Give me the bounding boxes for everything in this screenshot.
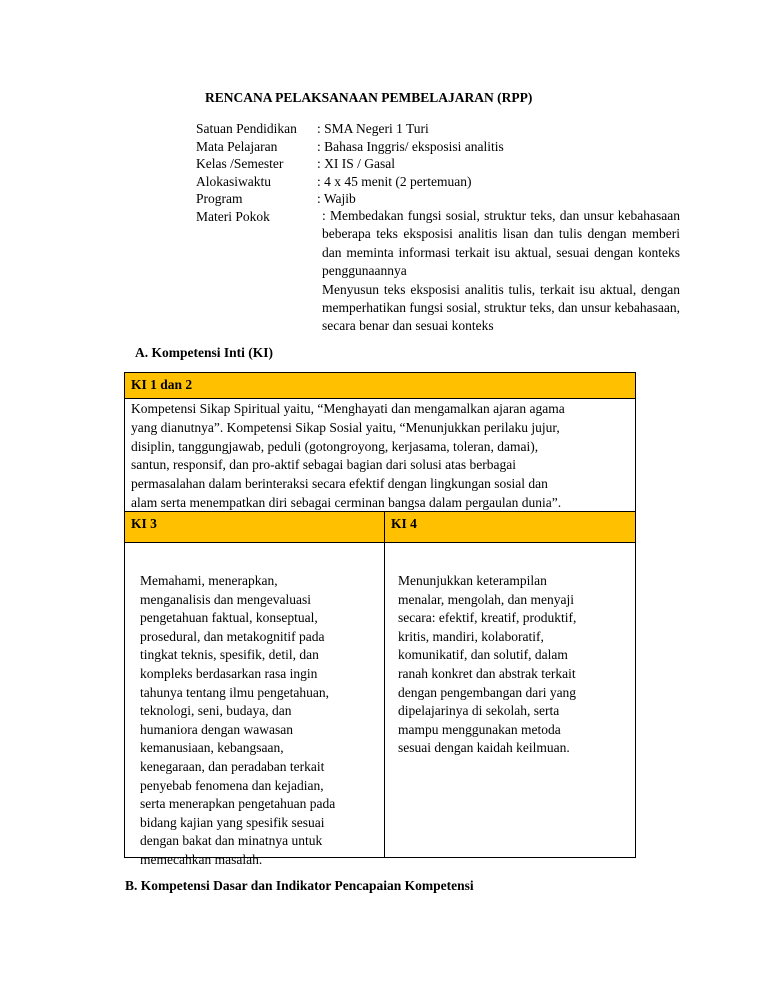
ki3-line: Memahami, menerapkan, [140,573,278,588]
ki3-line: pengetahuan faktual, konseptual, [140,610,318,626]
info-row-alokasi [196,173,504,191]
section-b-heading: B. Kompetensi Dasar dan Indikator Pencapaian Kompetensi [125,878,474,893]
ki34-divider [384,542,385,858]
info-label: Alokasiwaktu [196,173,271,189]
materi-item: : Membedakan fungsi sosial, struktur teks, dan unsur kebahasaan beberapa teks eksposisi analitis lisan dan tulis dengan memberi dan meminta informasi terkait isu aktual, sesuai dengan konteks penggunaannya [322,208,680,279]
info-value: : Wajib [317,191,356,207]
ki4-line: komunikatif, dan solutif, dalam [398,647,568,663]
ki12-line: permasalahan dalam berinteraksi secara efektif dengan lingkungan sosial dan [131,476,548,492]
ki4-body [398,572,623,758]
ki12-line: Kompetensi Sikap Spiritual yaitu, “Menghayati dan mengamalkan ajaran agama [131,401,565,416]
ki3-line: bidang kajian yang spesifik sesuai [140,814,325,830]
ki12-line: santun, responsif, dan pro-aktif sebagai bagian dari solusi atas berbagai [131,457,517,473]
ki12-line: yang dianutnya”. Kompetensi Sikap Sosial yaitu, “Menunjukkan perilaku jujur, [131,419,560,435]
info-value: : Bahasa Inggris/ eksposisi analitis [317,138,504,154]
info-row-mapel [196,138,504,156]
ki3-line: dengan bakat dan minatnya untuk [140,833,323,849]
ki4-line: dengan pengembangan dari yang [398,684,577,700]
ki3-line: tingkat teknis, spesifik, detil, dan [140,647,319,663]
ki3-line: kenegaraan, dan peradaban terkait [140,758,325,774]
info-value: : XI IS / Gasal [317,156,395,172]
info-label: Materi Pokok [196,208,270,224]
ki4-line: menalar, mengolah, dan menyaji [398,591,575,607]
ki3-line: kemanusiaan, kebangsaan, [140,740,284,756]
info-value: : SMA Negeri 1 Turi [317,121,429,136]
info-label: Mata Pelajaran [196,138,278,154]
ki3-line: kompleks berdasarkan rasa ingin [140,665,318,681]
ki4-line: mampu menggunakan metoda [398,721,561,737]
ki3-line: prosedural, dan metakognitif pada [140,628,325,644]
materi-item: Menyusun teks eksposisi analitis tulis, terkait isu aktual, dengan memperhatikan fungsi sosial, struktur teks, dan unsur kebahasaan, secara benar dan sesuai konteks [322,281,680,334]
materi-pokok [322,207,680,336]
ki4-line: dipelajarinya di sekolah, serta [398,703,560,719]
ki12-line: disiplin, tanggungjawab, peduli (gotongroyong, kerjasama, toleran, damai), [131,438,539,454]
ki4-line: secara: efektif, kreatif, produktif, [398,610,577,626]
info-row-kelas [196,155,504,173]
ki3-body [140,572,365,870]
ki4-line: Menunjukkan keterampilan [398,573,547,588]
info-row-satuan [196,120,504,138]
ki12-body [124,398,636,511]
ki3-line: humaniora dengan wawasan [140,721,293,737]
section-a-heading: A. Kompetensi Inti (KI) [135,345,273,360]
info-label: Satuan Pendidikan [196,121,297,136]
ki3-line: memecahkan masalah. [140,851,263,867]
info-row-program [196,190,504,208]
info-value: : 4 x 45 menit (2 pertemuan) [317,173,472,189]
ki3-line: penyebab fenomena dan kejadian, [140,777,324,793]
ki12-line: alam serta menempatkan diri sebagai cerminan bangsa dalam pergaulan dunia”. [131,494,562,510]
ki4-line: kritis, mandiri, kolaboratif, [398,628,544,644]
document-title: RENCANA PELAKSANAAN PEMBELAJARAN (RPP) [205,90,533,105]
ki12-header: KI 1 dan 2 [124,372,636,399]
ki3-line: teknologi, seni, budaya, dan [140,703,292,719]
ki3-header: KI 3 [124,511,385,543]
info-label: Kelas /Semester [196,156,284,172]
info-label: Program [196,191,243,207]
ki3-line: menganalisis dan mengevaluasi [140,591,311,607]
ki3-line: tahunya tentang ilmu pengetahuan, [140,684,329,700]
ki3-line: serta menerapkan pengetahuan pada [140,796,336,812]
ki4-line: ranah konkret dan abstrak terkait [398,665,576,681]
ki4-line: sesuai dengan kaidah keilmuan. [398,740,570,756]
ki4-header: KI 4 [384,511,636,543]
